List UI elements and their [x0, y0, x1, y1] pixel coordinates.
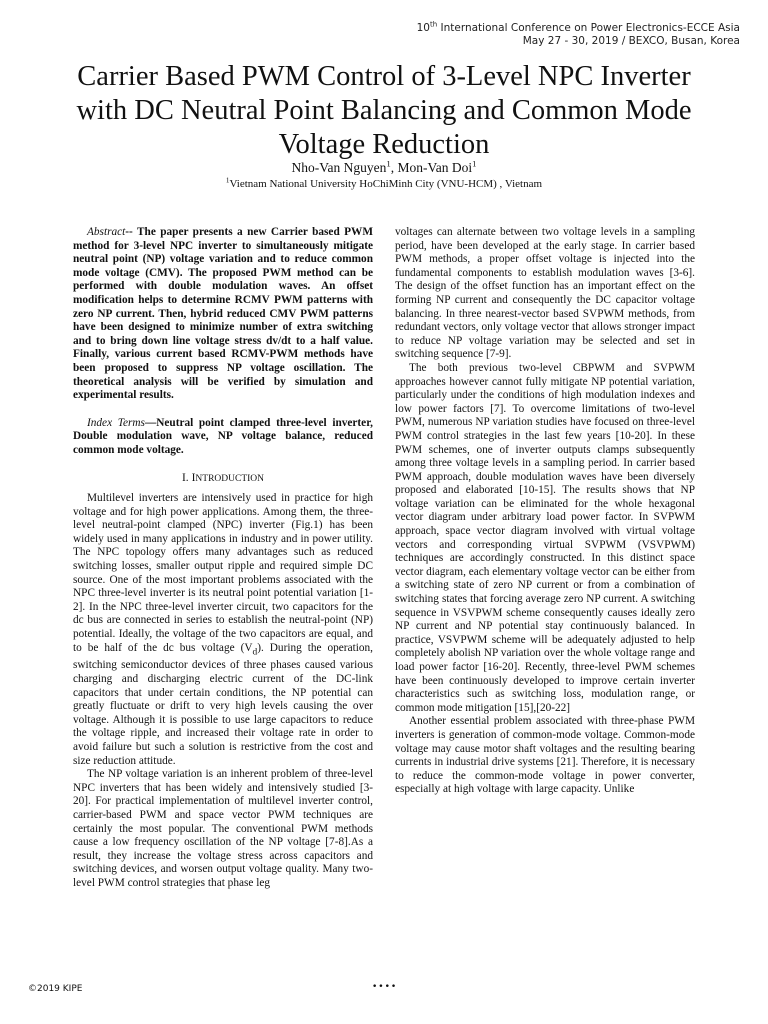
footer-copyright: ©2019 KIPE — [28, 984, 83, 994]
intro-paragraph-2: The NP voltage variation is an inherent problem of three-level NPC inverters that has been widely and intensively studied [3-20]. For practical implementation of multilevel inverter control, carrier-based PWM and space vector PWM techniques are certainly the most popular. The conventional PWM methods cause a low frequency oscillation of the NP voltage [7-8].As a result, they increase the voltage stress across capacitors and switching devices, and worsen output voltage quality. Many two-level PWM control strategies that phase leg — [73, 768, 373, 889]
intro-p1-part-a: Multilevel inverters are intensively used in practice for high voltage and for high power applications. Among them, the three-level neutral-point clamped (NPC) inverter (Fig.1) has been widely used in many applications in industry and in power utility. The NPC topology offers many advantages such as reduced switching losses, smaller output ripple and required simple DC source. One of the most important problems associated with the NPC three-level inverter is its neutral point potential variation [1-2]. In the NPC three-level inverter circuit, two capacitors for the dc bus are connected in series to establish the neutral-point (NP) potential. Ideally, the voltage of the two capacitors are equal, and to be half of the dc bus voltage (V — [73, 492, 373, 654]
conference-header — [417, 22, 740, 48]
right-column — [395, 226, 695, 797]
right-paragraph-1: voltages can alternate between two voltage levels in a sampling period, have been developed at the early stage. In carrier based PWM methods, a proper offset voltage is injected into the fundamental components to establish modulation waves [3-6]. The design of the offset function has an important effect on the forming NP current and consequently the DC capacitor voltage balancing. In three nearest-vector based SVPWM methods, from redundant vectors, only voltage vector that allows stronger impact to reduce NP voltage variation may be selected and set in switching sequence [7-9]. — [395, 226, 695, 361]
abstract-text: -- The paper presents a new Carrier based PWM method for 3-level NPC inverter to simultaneously mitigate neutral point (NP) voltage variation and to reduce common mode voltage (CMV). The proposed PWM method can be performed with double modulation waves. An offset modification helps to determine RCMV PWM patterns with zero NP current. Then, hybrid reduced CMV PWM patterns have been designed to minimize number of extra switching and to bring down line voltage stress dv/dt to a half value. Finally, various current based RCMV-PWM methods have been proposed to suppress NP voltage oscillation. The theoretical analysis will be verified by simulation and experimental results. — [73, 226, 373, 402]
index-terms — [73, 417, 373, 458]
conference-name: International Conference on Power Electronics-ECCE Asia — [437, 22, 740, 34]
author-1-affiliation-mark: 1 — [386, 158, 391, 169]
conference-ordinal-suffix: th — [429, 20, 438, 29]
right-paragraph-3: Another essential problem associated with three-phase PWM inverters is generation of common-mode voltage. Common-mode voltage may cause motor shaft voltages and the resulting bearing currents in industrial drive systems [21]. Therefore, it is necessary to reduce the common-mode voltage in power converter, especially at high voltage with large capacity. Unlike — [395, 715, 695, 796]
abstract — [73, 226, 373, 403]
index-terms-text: —Neutral point clamped three-level inverter, Double modulation wave, NP voltage balance, reduced common mode voltage. — [73, 416, 373, 456]
left-column — [73, 226, 373, 891]
conference-date-venue: May 27 - 30, 2019 / BEXCO, Busan, Korea — [522, 35, 740, 47]
section-heading-introduction — [73, 472, 373, 487]
paper-title: Carrier Based PWM Control of 3-Level NPC Inverter with DC Neutral Point Balancing and Common Mode Voltage Reduction — [76, 61, 692, 160]
author-2: Mon-Van Doi — [397, 160, 473, 175]
index-terms-label: Index Terms — [87, 416, 145, 429]
conference-line-1 — [417, 22, 740, 35]
abstract-label: Abstract — [87, 226, 126, 238]
conference-ordinal: 10 — [416, 22, 430, 34]
affiliation-mark: 1 — [225, 176, 230, 185]
section-title-rest: NTRODUCTION — [195, 473, 265, 484]
right-paragraph-2: The both previous two-level CBPWM and SVPWM approaches however cannot fully mitigate NP potential variation, particularly under the conditions of high modulation indexes and low power factors [7]. To overcome limitations of two-level PWM, numerous NP variation studies have focused on three-level PWM control strategies in the last few years [10-20]. In these PWM schemes, one of inverter outputs clamps subsequently among three voltage levels in a sampling period. In carrier based PWM approach, double modulation waves have been diversely proposed and elaborated [10-15]. The results shows that NP voltage variation can be eliminated for the whole hexagonal vector diagram under arbitrary load power factor. In SVPWM approach, space vector diagram involved with virtual voltage vectors and corresponding virtual SVPWM (VSVPWM) techniques are accordingly constructed. In this distinct space vector diagram, each elementary voltage vector can be either from a switching state of zero NP current or from a combination of switching states that forcing average zero NP current. A switching sequence in VSVPWM scheme consequently causes ideally zero NP current and NP potential stay continuously balanced. In practice, VSVPWM scheme will be adequately adjusted to help completely abolish NP variation over the whole voltage range and load power factor [16-20]. Recently, three-level PWM schemes have been continuously developed to improve certain inverter characteristics such as switching loss, modulation range, or common mode mitigation [15],[20-22] — [395, 361, 695, 714]
affiliation-text: Vietnam National University HoChiMinh City (VNU-HCM) , Vietnam — [229, 178, 543, 190]
paper-affiliation — [0, 178, 768, 191]
section-number: I. — [181, 471, 189, 484]
intro-paragraph-1 — [73, 492, 373, 768]
author-2-affiliation-mark: 1 — [472, 158, 477, 169]
paper-authors: Nho-Van Nguyen$^1$, Mon-Van Doi$^1$ — [291, 158, 477, 175]
vd-subscript: d — [252, 646, 258, 657]
footer-page-marker: •••• — [372, 982, 398, 992]
intro-p1-part-b: ). During the operation, switching semiconductor devices of three phases caused various charging and discharging electric current of the DC-link capacitors that under certain conditions, the NP potential can greatly fluctuate or drift to very high levels causing the over voltage. Although it is possible to use large capacitors to reduce the voltage ripple, and increased their voltage rate in order to avoid failure but such a solution is restrictive from the cost and size reduction attitude. — [73, 641, 373, 767]
author-1: Nho-Van Nguyen — [291, 160, 387, 175]
section-first-letter: I — [191, 471, 196, 484]
